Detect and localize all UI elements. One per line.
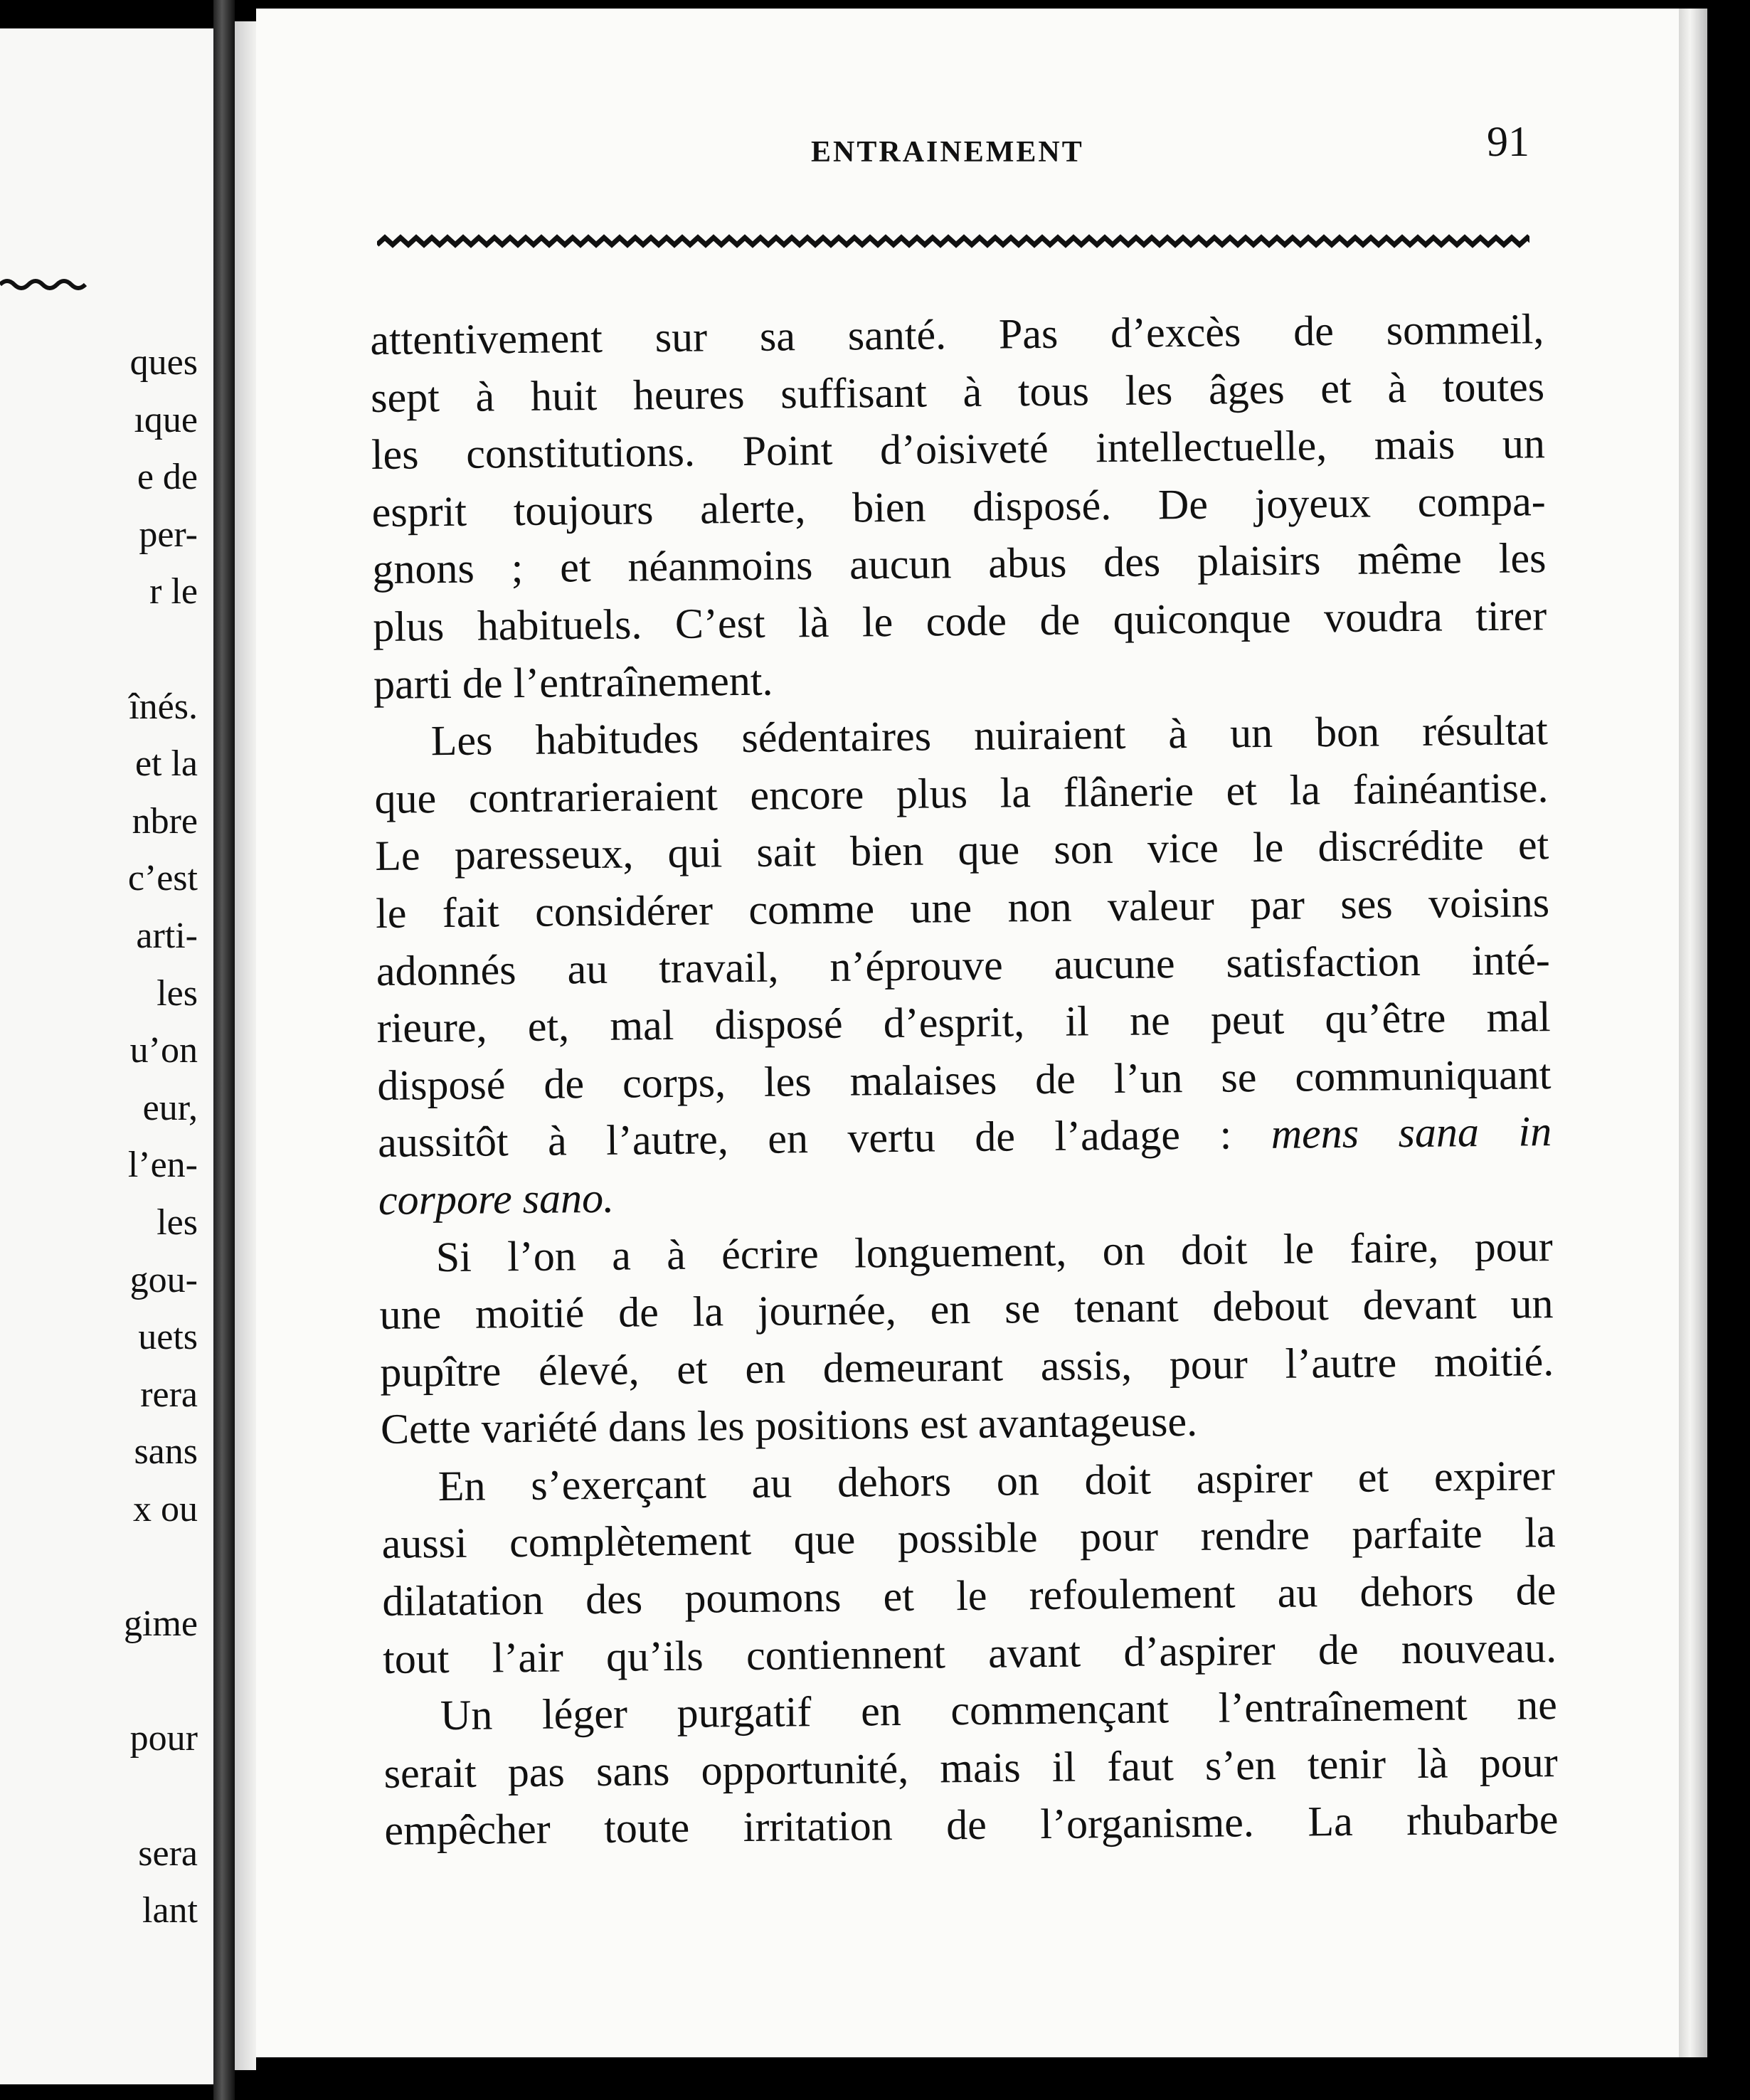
text-line — [371, 415, 1546, 483]
left-page-fragment: c’est — [127, 858, 198, 899]
text-line-content: attentivement sur sa santé. Pas d’excès de sommeil, — [370, 305, 1544, 364]
text-line-content: disposé de corps, les malaises de l’un se communiquant — [377, 1050, 1552, 1109]
text-line-content: Les habitudes sédentaires nuiraient à un bon résultat — [430, 706, 1549, 765]
text-line — [383, 1619, 1557, 1687]
text-line — [373, 645, 1548, 713]
text-line-content: que contrarieraient encore plus la flânerie et la fainéantise. — [374, 763, 1549, 822]
text-line-content: pupître élevé, et en demeurant assis, pour l’autre moitié. — [379, 1337, 1554, 1396]
left-page-fragment: pour — [129, 1718, 198, 1759]
left-page-fragment: gou- — [129, 1259, 198, 1300]
ornament-rule — [377, 233, 1529, 256]
text-line-content: serait pas sans opportunité, mais il faut s’en tenir là pour — [383, 1738, 1558, 1797]
text-line-content: aussi complètement que possible pour rendre parfaite la — [381, 1509, 1556, 1568]
text-line — [383, 1676, 1558, 1744]
text-line-content: En s’exerçant au dehors on doit aspirer et expirer — [438, 1451, 1556, 1510]
text-line — [381, 1389, 1555, 1458]
left-page-fragment: u’on — [129, 1030, 198, 1071]
left-page-fragment: les — [157, 1202, 198, 1243]
text-line-content: rieure, et, mal disposé d’esprit, il ne peut qu’être mal — [376, 993, 1551, 1052]
gutter-shadow — [235, 21, 256, 2070]
left-page-fragment: uets — [138, 1317, 198, 1358]
text-line-content: esprit toujours alerte, bien disposé. De joyeux compa- — [371, 477, 1546, 536]
left-page-fragment: ıque — [134, 399, 198, 440]
text-line — [382, 1561, 1557, 1630]
left-page-fragment: r le — [149, 571, 198, 612]
text-line — [376, 988, 1551, 1056]
left-page-fragment: rera — [140, 1374, 198, 1415]
left-page-fragment: gime — [124, 1603, 198, 1645]
left-page-fragment: per- — [139, 514, 198, 555]
text-line — [376, 874, 1550, 942]
left-page-fragment: x ou — [133, 1489, 198, 1529]
left-page-fragment: l’en- — [127, 1145, 198, 1186]
text-line-content: aussitôt à l’autre, en vertu de l’adage : — [377, 1110, 1232, 1167]
text-line-content: tout l’air qu’ils contiennent avant d’aspirer de nouveau. — [382, 1623, 1557, 1682]
page-number: 91 — [1487, 118, 1529, 165]
text-line — [371, 358, 1545, 426]
left-page-fragment: sans — [134, 1431, 198, 1473]
left-page-fragment: les — [157, 972, 198, 1014]
running-title: ENTRAINEMENT — [811, 136, 1084, 169]
bottom-edge — [256, 2057, 1707, 2100]
left-page — [0, 28, 213, 2084]
text-line-content: adonnés au travail, n’éprouve aucune satisfaction inté- — [376, 935, 1551, 995]
left-page-fragment: et la — [134, 743, 198, 785]
text-line-content: empêcher toute irritation de l’organisme. La rhubarbe — [384, 1796, 1559, 1855]
text-line-content: Un léger purgatif en commençant l’entraînement ne — [440, 1681, 1558, 1739]
left-page-fragment: lant — [142, 1890, 198, 1931]
text-line-content: dilatation des poumons et le refoulement au dehors de — [382, 1566, 1557, 1625]
text-line — [377, 1046, 1552, 1114]
text-line-content: Si l’on a à écrire longuement, on doit le faire, pour — [435, 1222, 1554, 1280]
left-page-fragment: nbre — [132, 800, 198, 842]
text-line-content: Cette variété dans les positions est avantageuse. — [380, 1398, 1198, 1453]
left-page-fragment: sera — [138, 1833, 198, 1874]
text-line — [373, 587, 1547, 655]
italic-quote: mens sana in — [1271, 1108, 1552, 1158]
left-page-fragment: arti- — [136, 916, 198, 956]
text-line-content: gnons ; et néanmoins aucun abus des plaisirs même les — [372, 534, 1547, 593]
left-page-fragment: eur, — [142, 1087, 198, 1128]
text-line-content: Le paresseux, qui sait bien que son vice le discrédite et — [375, 821, 1549, 880]
text-line-content: les constitutions. Point d’oisiveté intellectuelle, mais un — [371, 420, 1546, 479]
text-line — [380, 1332, 1554, 1401]
italic-quote: corpore sano. — [378, 1174, 615, 1224]
left-page-fragment: înés. — [129, 686, 198, 727]
body-text — [370, 300, 1559, 1860]
left-page-fragment: e de — [137, 457, 198, 498]
text-line-content: une moitié de la journée, en se tenant debout devant un — [379, 1280, 1554, 1339]
text-line-content: parti de l’entraînement. — [373, 657, 773, 708]
text-line — [378, 1160, 1553, 1229]
text-line — [379, 1275, 1554, 1343]
text-line — [375, 816, 1549, 884]
text-line — [384, 1791, 1559, 1860]
text-line — [373, 701, 1548, 770]
ornament-wave-left — [0, 274, 92, 295]
page-edge — [1679, 9, 1707, 2072]
text-line — [372, 530, 1547, 598]
left-page-fragment: ques — [129, 342, 198, 383]
book-gutter — [213, 0, 235, 2100]
text-line-content: sept à huit heures suffisant à tous les âges et à toutes — [370, 362, 1545, 421]
text-line-content: plus habituels. C’est là le code de quiconque voudra tirer — [372, 592, 1547, 650]
text-line — [378, 1103, 1552, 1171]
text-line-content: le fait considérer comme une non valeur par ses voisins — [375, 879, 1550, 937]
text-line — [370, 300, 1544, 368]
